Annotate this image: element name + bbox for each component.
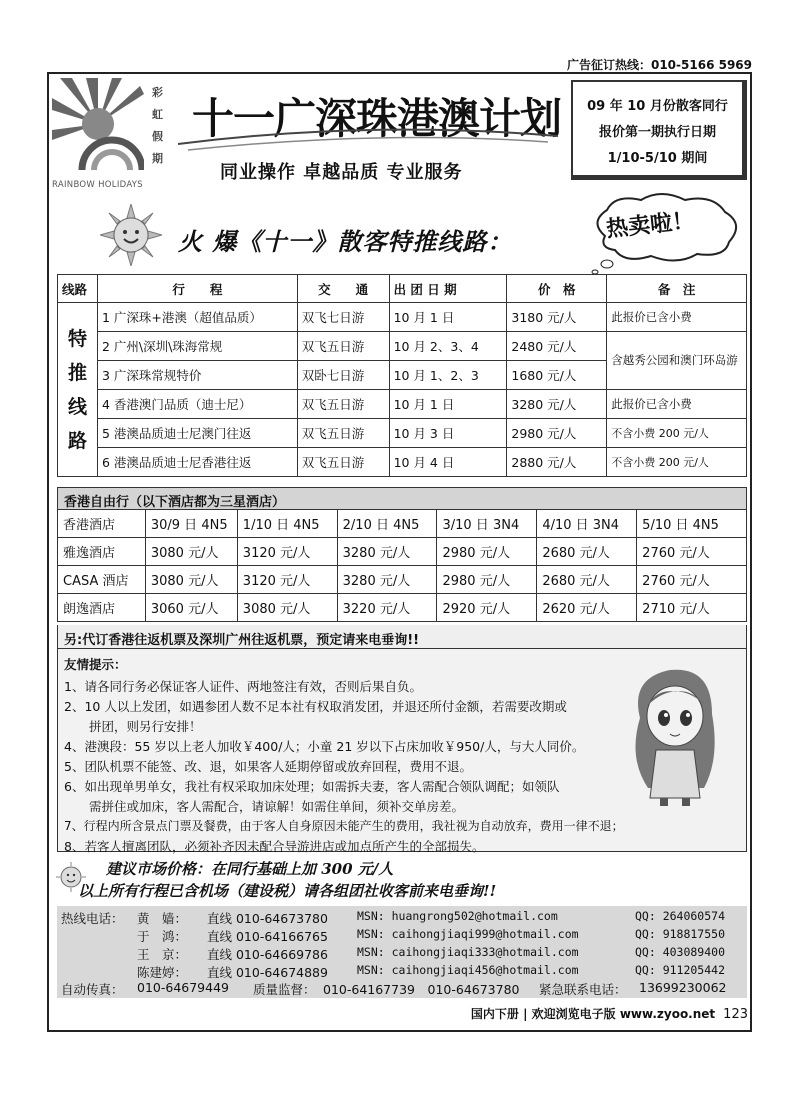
price-cell: 1680 元/人 <box>507 361 607 390</box>
price-cell: 2760 元/人 <box>637 538 747 566</box>
hotel-name: 雅逸酒店 <box>58 538 146 566</box>
contact-panel <box>57 906 747 998</box>
fax-number: 010-64679449 <box>137 980 229 995</box>
contact-qq: QQ: 403089400 <box>635 945 726 959</box>
header-cell: 3/10 日 3N4 <box>437 510 537 538</box>
header-cell: 备 注 <box>607 275 747 303</box>
ticket-note: 另:代订香港往返机票及深圳广州往返机票，预定请来电垂询!! <box>57 625 747 649</box>
tip-line: 1、请各同行务必保证客人证件、两地签注有效，否则后果自负。 <box>64 679 422 694</box>
transport-cell: 双卧七日游 <box>297 361 389 390</box>
contact-phone: 直线 010-64166765 <box>207 929 328 944</box>
contact-qq: QQ: 911205442 <box>635 963 726 977</box>
tip-line: 7、行程内所含景点门票及餐费，由于客人自身原因未能产生的费用，我社视为自动放弃，费用一律不退； <box>64 819 624 833</box>
transport-cell: 双飞五日游 <box>297 448 389 477</box>
route-cell: 1 广深珠+港澳（超值品质） <box>97 303 297 332</box>
route-cell: 3 广深珠常规特价 <box>97 361 297 390</box>
price-cell: 2480 元/人 <box>507 332 607 361</box>
price-cell: 2620 元/人 <box>537 594 637 622</box>
price-cell: 3220 元/人 <box>337 594 437 622</box>
routes-table <box>57 274 747 477</box>
hk-hotel-table <box>57 509 747 622</box>
fax-label: 自动传真： <box>61 982 124 997</box>
note-cell: 不含小费 200 元/人 <box>607 448 747 477</box>
logo-char: 虹 <box>152 108 163 121</box>
logo-vertical-text <box>152 82 168 170</box>
quality-number: 010-64167739 010-64673780 <box>323 982 520 997</box>
price-cell: 3080 元/人 <box>145 538 237 566</box>
logo-char: 彩 <box>152 86 163 99</box>
transport-cell: 双飞七日游 <box>297 303 389 332</box>
price-cell: 3280 元/人 <box>337 566 437 594</box>
table-row <box>58 303 747 332</box>
table-row <box>58 538 747 566</box>
recommend-price: 建议市场价格：在同行基础上加 300 元/人 <box>106 860 394 878</box>
smiling-sun-icon <box>100 204 162 266</box>
header-cell: 行 程 <box>97 275 297 303</box>
contact-row <box>57 927 747 945</box>
contact-row <box>57 963 747 981</box>
header-cell: 交 通 <box>297 275 389 303</box>
route-cell: 4 香港澳门品质（迪士尼） <box>97 390 297 419</box>
price-cell: 2680 元/人 <box>537 566 637 594</box>
info-box <box>571 80 747 180</box>
contact-row <box>57 945 747 963</box>
tip-line: 拼团，则另行安排！ <box>64 719 202 734</box>
date-cell: 10 月 1 日 <box>389 303 507 332</box>
contact-name: 黄 嫱： <box>137 911 188 926</box>
route-cell: 6 港澳品质迪士尼香港往返 <box>97 448 297 477</box>
contact-phone: 直线 010-64673780 <box>207 911 328 926</box>
price-cell: 2980 元/人 <box>437 566 537 594</box>
table-row <box>58 332 747 361</box>
tip-line: 5、团队机票不能签、改、退，如果客人延期停留或放弃回程，费用不退。 <box>64 759 472 774</box>
price-cell: 2980 元/人 <box>437 538 537 566</box>
logo-english: RAINBOW HOLIDAYS <box>52 180 143 190</box>
logo-char: 期 <box>152 152 163 165</box>
table-header-row <box>58 275 747 303</box>
contact-msn: MSN: caihongjiaqi456@hotmail.com <box>357 963 579 977</box>
tip-line: 需拼住或加床，客人需配合，请谅解！如需住单间，须补交单房差。 <box>64 799 465 814</box>
price-cell: 3080 元/人 <box>237 594 337 622</box>
quality-label: 质量监督： <box>253 982 316 997</box>
side-label: 特推线路 <box>58 303 98 477</box>
hot-routes-heading: 火 爆《十一》散客特推线路： <box>178 227 513 256</box>
route-cell: 5 港澳品质迪士尼澳门往返 <box>97 419 297 448</box>
date-cell: 10 月 1 日 <box>389 390 507 419</box>
header-cell: 香港酒店 <box>58 510 146 538</box>
contact-qq: QQ: 918817550 <box>635 927 726 941</box>
ad-hotline: 广告征订热线：010-5166 5969 <box>566 58 752 72</box>
hotel-name: CASA 酒店 <box>58 566 146 594</box>
note-cell: 含越秀公园和澳门环岛游 <box>607 332 747 390</box>
price-cell: 2880 元/人 <box>507 448 607 477</box>
emergency-label: 紧急联系电话： <box>539 982 627 997</box>
contact-name: 于 鸿： <box>137 929 188 944</box>
price-cell: 2760 元/人 <box>637 566 747 594</box>
note-cell: 此报价已含小费 <box>607 390 747 419</box>
table-row <box>58 390 747 419</box>
price-cell: 2980 元/人 <box>507 419 607 448</box>
contact-name: 陈建婷： <box>137 965 188 980</box>
header-cell: 2/10 日 4N5 <box>337 510 437 538</box>
tip-line: 6、如出现单男单女，我社有权采取加床处理；如需拆夫妻，客人需配合领队调配；如领队 <box>64 779 560 794</box>
info-line: 09 年 10 月份散客同行 <box>587 99 728 114</box>
price-cell: 3120 元/人 <box>237 566 337 594</box>
table-header-row <box>58 510 747 538</box>
header-cell: 4/10 日 3N4 <box>537 510 637 538</box>
header-cell: 1/10 日 4N5 <box>237 510 337 538</box>
table-row <box>58 566 747 594</box>
route-cell: 2 广州\深圳\珠海常规 <box>97 332 297 361</box>
contact-msn: MSN: caihongjiaqi333@hotmail.com <box>357 945 579 959</box>
tip-line: 4、港澳段：55 岁以上老人加收￥400/人；小童 21 岁以下占床加收￥950/人，与大人同价。 <box>64 739 585 754</box>
date-cell: 10 月 3 日 <box>389 419 507 448</box>
page-title: 十一广深珠港澳计划 <box>192 94 562 143</box>
transport-cell: 双飞五日游 <box>297 390 389 419</box>
price-cell: 3280 元/人 <box>337 538 437 566</box>
table-row <box>58 594 747 622</box>
contact-msn: MSN: caihongjiaqi999@hotmail.com <box>357 927 579 941</box>
info-line: 报价第一期执行日期 <box>598 125 716 140</box>
header-cell: 价 格 <box>507 275 607 303</box>
contact-name: 王 京： <box>137 947 188 962</box>
date-cell: 10 月 4 日 <box>389 448 507 477</box>
tip-line: 8、若客人擅离团队，必须补齐因未配合导游进店或加点所产生的全部损失。 <box>64 839 485 854</box>
price-cell: 3180 元/人 <box>507 303 607 332</box>
header-cell: 30/9 日 4N5 <box>145 510 237 538</box>
page-number: 123 <box>723 1007 748 1022</box>
info-line: 1/10-5/10 期间 <box>607 151 708 166</box>
transport-cell: 双飞五日游 <box>297 332 389 361</box>
hk-section-title: 香港自由行（以下酒店都为三星酒店） <box>57 487 747 509</box>
emergency-number: 13699230062 <box>639 980 727 995</box>
price-cell: 3120 元/人 <box>237 538 337 566</box>
header-cell: 5/10 日 4N5 <box>637 510 747 538</box>
contact-row <box>57 980 747 998</box>
date-cell: 10 月 1、2、3 <box>389 361 507 390</box>
note-cell: 不含小费 200 元/人 <box>607 419 747 448</box>
table-row <box>58 448 747 477</box>
table-row <box>58 419 747 448</box>
hot-sale-badge: 热卖啦！ <box>605 208 696 243</box>
tips-title: 友情提示： <box>64 657 127 672</box>
footer-text: 国内下册 | 欢迎浏览电子版 www.zyoo.net <box>470 1007 716 1021</box>
rainbow-logo-icon <box>52 78 144 170</box>
contact-phone: 直线 010-64669786 <box>207 947 328 962</box>
header-cell: 出 团 日 期 <box>389 275 507 303</box>
price-cell: 3080 元/人 <box>145 566 237 594</box>
swoosh-decoration-icon <box>178 126 558 156</box>
cartoon-girl-icon <box>620 658 730 808</box>
contact-phone: 直线 010-64674889 <box>207 965 328 980</box>
recommend-note: 以上所有行程已含机场（建设税）请各组团社收客前来电垂询!! <box>78 882 497 900</box>
hotel-name: 朗逸酒店 <box>58 594 146 622</box>
price-cell: 3060 元/人 <box>145 594 237 622</box>
contact-label: 热线电话： <box>61 911 124 926</box>
contact-qq: QQ: 264060574 <box>635 909 726 923</box>
header-cell: 线路 <box>58 275 98 303</box>
tip-line: 2、10 人以上发团，如遇参团人数不足本社有权取消发团，并退还所付金额，若需要改期或 <box>64 699 567 714</box>
contact-msn: MSN: huangrong502@hotmail.com <box>357 909 558 923</box>
contact-row <box>57 909 747 927</box>
logo-char: 假 <box>152 130 163 143</box>
slogan: 同业操作 卓越品质 专业服务 <box>220 162 463 183</box>
page-footer <box>471 1005 748 1022</box>
transport-cell: 双飞五日游 <box>297 419 389 448</box>
price-cell: 2920 元/人 <box>437 594 537 622</box>
price-cell: 2680 元/人 <box>537 538 637 566</box>
price-cell: 3280 元/人 <box>507 390 607 419</box>
date-cell: 10 月 2、3、4 <box>389 332 507 361</box>
note-cell: 此报价已含小费 <box>607 303 747 332</box>
price-cell: 2710 元/人 <box>637 594 747 622</box>
